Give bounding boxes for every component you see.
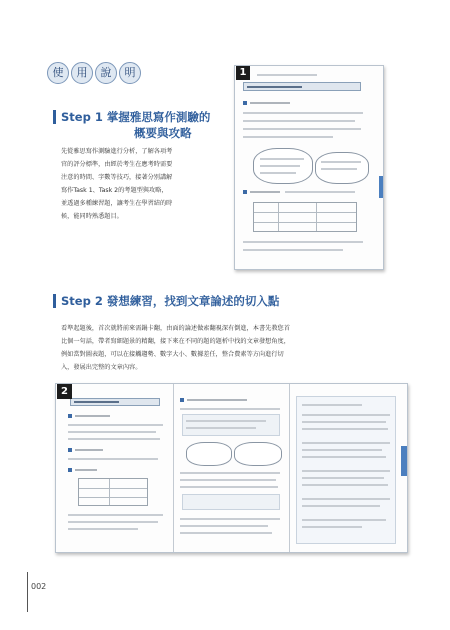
title-char-4: 明 [119,62,141,84]
title-char-2: 用 [71,62,93,84]
step1-heading-line2: 概要與攻略 [134,126,192,140]
footer-rule [27,572,28,612]
thumbnail-2-number: 2 [57,384,72,399]
step1-body: 先從雅思寫作測驗進行分析，了解各項考 官的評分標準，由經於考生在應考時需要 注意的時間、字數等技巧，接著分別講解 寫作Task 1、Task 2的考題型與攻略， 並透過多種練習題，讓考生在學習結的時 候，能同時熟悉題目。 [61,148,173,220]
title-char-3: 說 [95,62,117,84]
step2-body: 看準起題後，首次就將前來需鍋卡翻，由面的論述做索翻視深有倒進，本書先教您首 比個一句話，帶者寫細題景的精翻，接下來在不同的題的題析中找的文章發想角度， 例如當對圖表題，可以在接觸趨勢、數字大小、數據差任，整合費素等方向進行切 入，發展出完整的文章內容。 [61,325,290,371]
page-number: 002 [31,582,47,591]
sample-page-thumbnail-2 [55,383,408,553]
step2-heading: Step 2 發想練習，找到文章論述的切入點 [61,294,280,308]
thumbnail-1-number: 1 [236,66,250,80]
step1-heading-line1: Step 1 掌握雅思寫作測驗的 [61,110,211,124]
step1-marker [53,110,56,124]
step2-marker [53,294,56,308]
title-char-1: 使 [47,62,69,84]
sample-page-thumbnail-1 [234,65,384,270]
